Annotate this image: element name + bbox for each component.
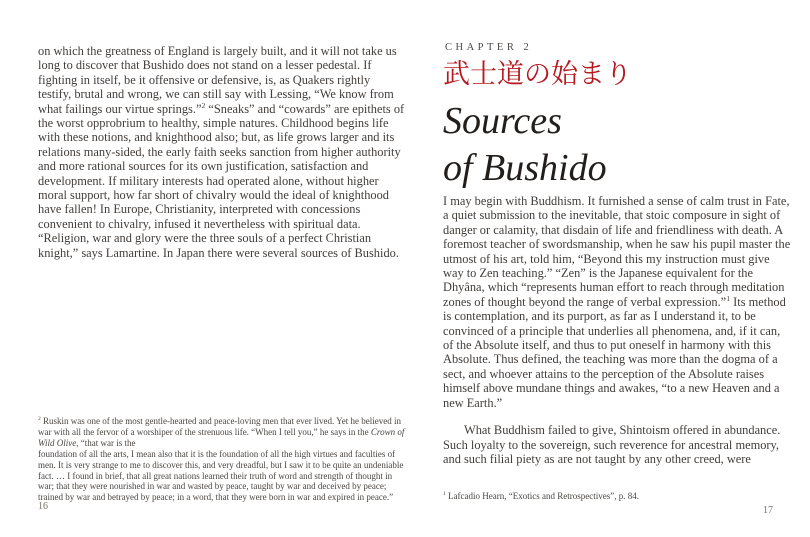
right-page-number: 17	[763, 505, 773, 516]
italic-text: Crown of Wild Olive	[38, 426, 405, 448]
right-page-footnote: $^1$ Lafcadio Hearn, “Exotics and Retrospectives”, p. 84.	[443, 491, 639, 501]
chapter-title-japanese: 武士道の始まり	[443, 59, 632, 89]
footnote-marker: 1	[726, 293, 731, 303]
right-page-paragraph-2: What Buddhism failed to give, Shintoism offered in abundance. Such loyalty to the sovereign, such reverence for ancestral memory, and such filial piety as are not taught by any other creed, were	[443, 423, 781, 466]
footnote-marker: 2	[38, 416, 41, 422]
right-page-paragraph-1: I may begin with Buddhism. It furnished a sense of calm trust in Fate, a quiet submission to the inevitable, that stoic composure in sight of danger or calamity, that disdain of life and friendliness with death. A foremost teacher of swordsmanship, when he saw his pupil master the utmost of his art, told him, “Beyond this my instruction must give way to Zen teaching.” “Zen” is the Japanese equivalent for the Dhyâna, which “represents human effort to reach through meditation zones of thought beyond the range of verbal expression.”$^1$ Its method is contemplation, and its purport, as far as I understand it, to be convinced of a principle that underlies all phenomena, and, if it can, of the Absolute itself, and thus to put oneself in harmony with this Absolute. Thus defined, the teaching was more than the dogma of a sect, and whoever attains to the perception of the Absolute raises himself above mundane things and awakes, “to a new Heaven and a new Earth.”	[443, 194, 791, 410]
chapter-title	[443, 98, 607, 192]
chapter-label: CHAPTER 2	[445, 42, 533, 53]
left-page-footnote: $^2$ Ruskin was one of the most gentle-hearted and peace-loving men that ever lived. Yet he believed in war with all the fervor of a worshiper of the strenuous life. “When I tell you,” he says in the Crown of Wild Olive, “that war is the foundation of all the arts, I mean also that it is the foundation of all the high virtues and faculties of men. It is very strange to me to discover this, and very dreadful, but I saw it to be quite an undeniable fact. … I found in brief, that all great nations learned their truth of word and strength of thought in war; that they were nourished in war and wasted by peace, taught by war and deceived by peace; trained by war and betrayed by peace; in a word, that they were born in war and expired in peace.”	[38, 416, 405, 503]
left-page-number: 16	[38, 501, 48, 512]
chapter-title-line-1: Sources	[443, 100, 562, 142]
footnote-marker: 2	[201, 100, 206, 110]
chapter-title-line-2: of Bushido	[443, 147, 607, 189]
left-page-body-paragraph: on which the greatness of England is largely built, and it will not take us long to discover that Bushido does not stand on a lesser pedestal. If fighting in itself, be it offensive or defensive, is, as Quakers rightly testify, brutal and wrong, we can still say with Lessing, “We know from what failings our virtue springs.”$^2$ “Sneaks” and “cowards” are epithets of the worst opprobrium to healthy, simple natures. Childhood begins life with these notions, and knighthood also; but, as life grows larger and its relations many-sided, the early faith seeks sanction from higher authority and more rational sources for its own justification, satisfaction and development. If military interests had operated alone, without higher moral support, how far short of chivalry would the ideal of knighthood have fallen! In Europe, Christianity, interpreted with concessions convenient to chivalry, infused it nevertheless with spiritual data. “Religion, war and glory were the three souls of a perfect Christian knight,” says Lamartine. In Japan there were several sources of Bushido.	[38, 44, 405, 260]
footnote-marker: 1	[443, 491, 446, 497]
right-page-body	[443, 194, 791, 466]
